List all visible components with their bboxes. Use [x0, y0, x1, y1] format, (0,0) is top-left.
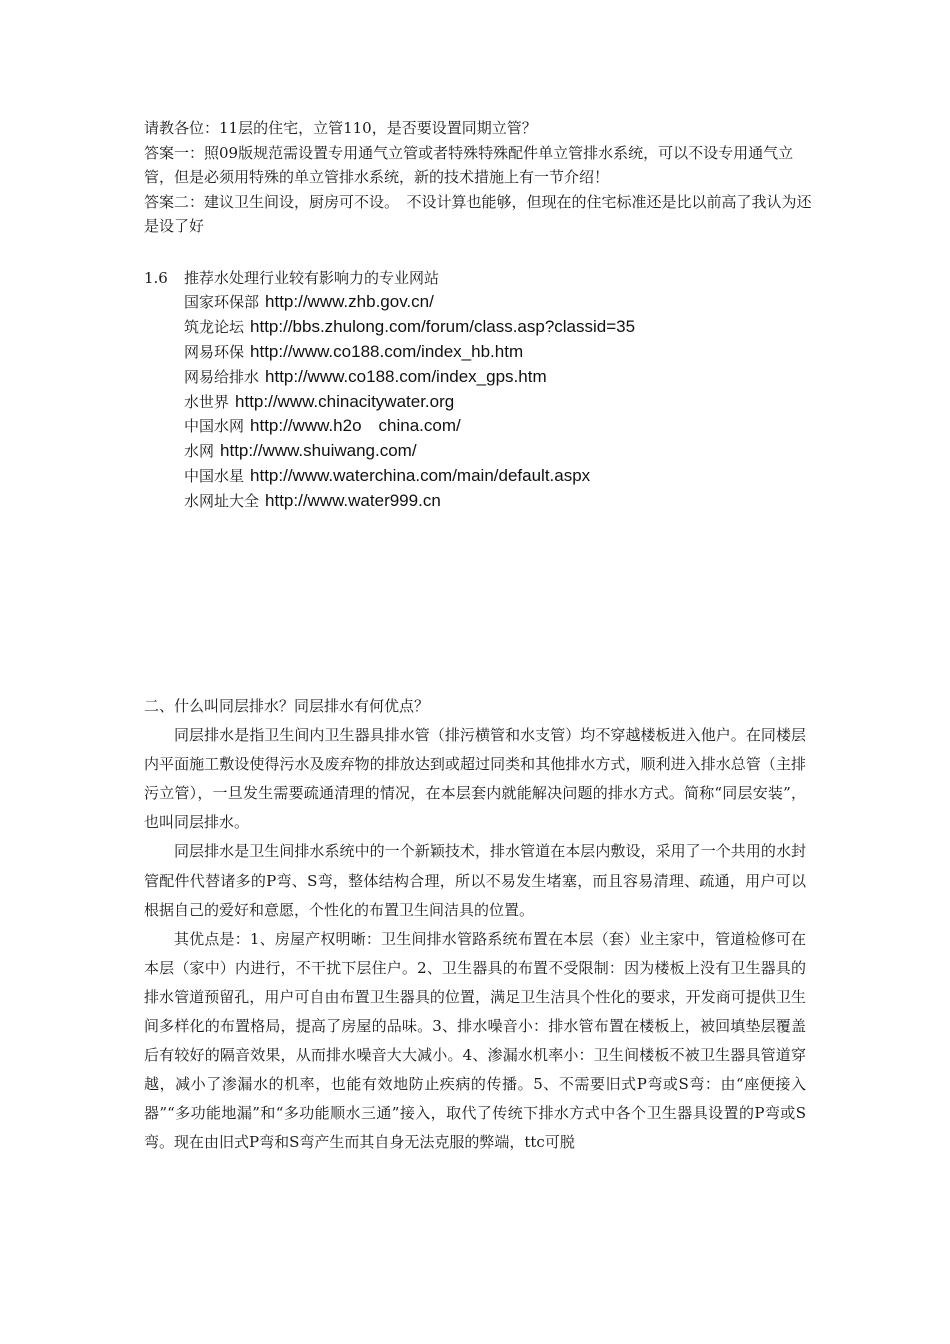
- website-url[interactable]: http://www.waterchina.com/main/default.aspx: [250, 466, 591, 486]
- website-url[interactable]: http://www.chinacitywater.org: [235, 391, 455, 411]
- website-url[interactable]: http://www.shuiwang.com/: [220, 441, 417, 461]
- website-item: [184, 464, 844, 489]
- article-title: 二、什么叫同层排水？同层排水有何优点？: [144, 697, 430, 715]
- website-name: 水网: [184, 442, 215, 461]
- website-list: [144, 290, 844, 514]
- website-item: [184, 390, 844, 415]
- websites-heading-text: 推荐水处理行业较有影响力的专业网站: [184, 269, 440, 287]
- article-paragraph: 同层排水是指卫生间内卫生器具排水管（排污横管和水支管）均不穿越楼板进入他户。在同楼层内平面施工敷设使得污水及废弃物的排放达到或超过同类和其他排水方式，顺利进入排水总管（主排污立管），一旦发生需要疏通清理的情况，在本层套内就能解决问题的排水方式。简称“同层安装”，也叫同层排水。: [144, 726, 806, 832]
- website-name: 水网址大全: [184, 492, 260, 511]
- website-item: [184, 290, 844, 315]
- website-item: [184, 315, 844, 340]
- website-item: [184, 365, 844, 390]
- answer-one-text: 答案一：照09版规范需设置专用通气立管或者特殊特殊配件单立管排水系统，可以不设专用通气立管，但是必须用特殊的单立管排水系统，新的技术措施上有一节介绍！: [144, 143, 794, 186]
- website-name: 中国水网: [184, 417, 245, 436]
- website-item: [184, 414, 844, 439]
- websites-section: [144, 266, 844, 514]
- website-name: 中国水星: [184, 467, 245, 486]
- website-item: [184, 439, 844, 464]
- qa-section: [144, 116, 812, 239]
- article-paragraph: 同层排水是卫生间排水系统中的一个新颖技术，排水管道在本层内敷设，采用了一个共用的水封管配件代替诸多的P弯、S弯，整体结构合理，所以不易发生堵塞，而且容易清理、疏通，用户可以根据自己的爱好和意愿，个性化的布置卫生间洁具的位置。: [144, 842, 806, 919]
- article-section: [144, 692, 806, 1158]
- answer-two-text: 答案二：建议卫生间设，厨房可不设。 不设计算也能够，但现在的住宅标准还是比以前高了我认为还是设了好: [144, 192, 812, 235]
- website-name: 水世界: [184, 392, 230, 411]
- websites-heading: [144, 266, 844, 290]
- section-number: 1.6: [144, 269, 168, 287]
- website-url[interactable]: http://www.h2o china.com/: [250, 416, 461, 436]
- website-name: 网易给排水: [184, 367, 260, 386]
- website-url[interactable]: http://www.co188.com/index_hb.htm: [250, 341, 524, 361]
- article-paragraph: 其优点是：1、房屋产权明晰：卫生间排水管路系统布置在本层（套）业主家中，管道检修可在本层（家中）内进行，不干扰下层住户。2、卫生器具的布置不受限制：因为楼板上没有卫生器具的排水管道预留孔，用户可自由布置卫生器具的位置，满足卫生洁具个性化的要求，开发商可提供卫生间多样化的布置格局，提高了房屋的品味。3、排水噪音小：排水管布置在楼板上，被回填垫层覆盖后有较好的隔音效果，从而排水噪音大大减小。4、渗漏水机率小：卫生间楼板不被卫生器具管道穿越，减小了渗漏水的机率，也能有效地防止疾病的传播。5、不需要旧式P弯或S弯：由“座便接入器”“多功能地漏”和“多功能顺水三通”接入，取代了传统下排水方式中各个卫生器具设置的P弯或S弯。现在由旧式P弯和S弯产生而其自身无法克服的弊端，ttc可脱: [144, 929, 806, 1152]
- website-name: 筑龙论坛: [184, 317, 245, 336]
- website-url[interactable]: http://www.co188.com/index_gps.htm: [265, 366, 547, 386]
- question-text: 请教各位：11层的住宅，立管110，是否要设置同期立管？: [144, 119, 537, 137]
- website-name: 网易环保: [184, 342, 245, 361]
- website-url[interactable]: http://www.zhb.gov.cn/: [265, 292, 434, 311]
- website-url[interactable]: http://www.water999.cn: [265, 491, 441, 511]
- website-item: [184, 340, 844, 365]
- website-name: 国家环保部: [184, 293, 260, 311]
- website-url[interactable]: http://bbs.zhulong.com/forum/class.asp?classid=35: [250, 316, 636, 336]
- website-item: [184, 489, 844, 514]
